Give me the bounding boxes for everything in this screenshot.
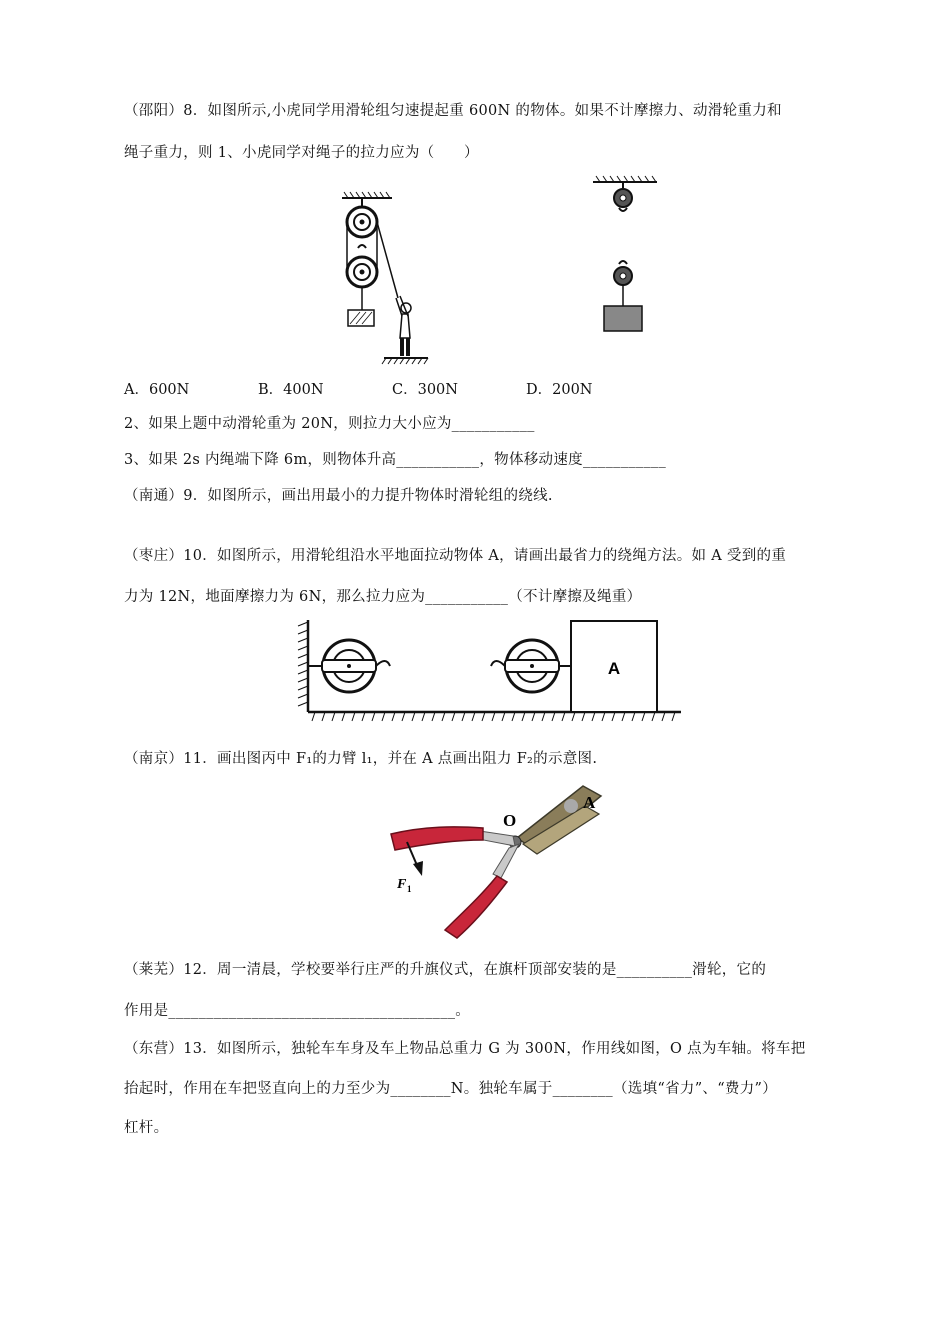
q12-line2: 作用是______________________________________。 (124, 1003, 471, 1019)
q8-option-c: C．300N (392, 382, 458, 398)
shears-figure (385, 778, 625, 943)
horizontal-pulley-figure (295, 618, 685, 724)
q11-line1: （南京）11．画出图丙中 F₁的力臂 l₁，并在 A 点画出阻力 F₂的示意图. (124, 751, 598, 767)
block-a-label: A (607, 659, 621, 678)
q13-line1: （东营）13．如图所示，独轮车车身及车上物品总重力 G 为 300N，作用线如图，O 点为车轴。将车把 (124, 1041, 806, 1057)
q8-line1: （邵阳）8．如图所示,小虎同学用滑轮组匀速提起重 600N 的物体。如果不计摩擦力、动滑轮重力和 (124, 103, 782, 119)
q8-option-d: D．200N (526, 382, 593, 398)
q12-line1: （莱芜）12．周一清晨，学校要举行庄严的升旗仪式，在旗杆顶部安装的是__________滑轮，它的 (124, 962, 767, 978)
q10-line1: （枣庄）10．如图所示，用滑轮组沿水平地面拉动物体 A，请画出最省力的绕绳方法。如 A 受到的重 (124, 548, 787, 564)
q13-line3: 杠杆。 (124, 1120, 169, 1136)
q8-sub2: 2、如果上题中动滑轮重为 20N，则拉力大小应为___________ (124, 416, 535, 432)
q9-line1: （南通）9．如图所示，画出用最小的力提升物体时滑轮组的绕线. (124, 488, 553, 504)
force-f1-label: F (397, 877, 407, 892)
q8-sub3: 3、如果 2s 内绳端下降 6m，则物体升高___________，物体移动速度___________ (124, 452, 666, 468)
q8-line2: 绳子重力，则 1、小虎同学对绳子的拉力应为（ ） (124, 145, 479, 161)
point-a-label: A (583, 793, 596, 812)
q8-option-a: A．600N (124, 382, 190, 398)
force-f1-subscript: 1 (407, 884, 412, 894)
unwired-pulley-figure (590, 172, 660, 337)
q10-line2: 力为 12N，地面摩擦力为 6N，那么拉力应为___________（不计摩擦及绳重） (124, 589, 642, 605)
pivot-o-label: O (503, 811, 517, 830)
q13-line2: 抬起时，作用在车把竖直向上的力至少为________N。独轮车属于________（选填“省力”、“费力”） (124, 1081, 778, 1097)
q8-option-b: B．400N (258, 382, 324, 398)
pulley-person-figure (330, 190, 440, 365)
